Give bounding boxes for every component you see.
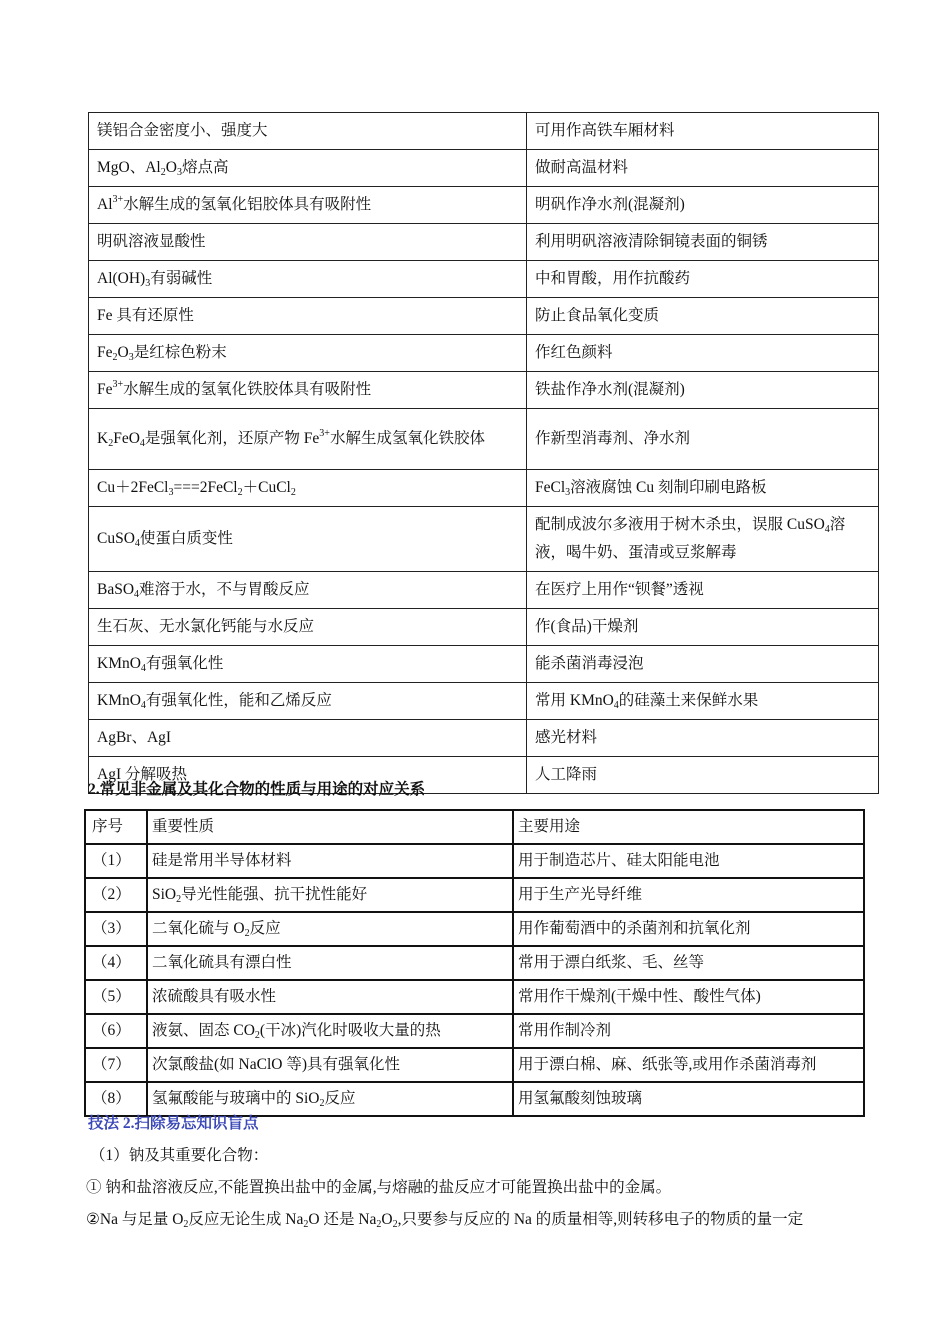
use-cell: 常用作干燥剂(干燥中性、酸性气体) (513, 980, 864, 1014)
use-cell: 作红色颜料 (527, 335, 879, 372)
table-row (89, 683, 879, 720)
use-cell: 能杀菌消毒浸泡 (527, 646, 879, 683)
property-cell: $Al^{3+}$水解生成的氢氧化铝胶体具有吸附性 (89, 187, 527, 224)
use-cell: 铁盐作净水剂(混凝剂) (527, 372, 879, 409)
property-cell: 二氧化硫与 $O_2$反应 (147, 912, 513, 946)
table-row (89, 113, 879, 150)
technique-title: 技法 2.扫除易忘知识盲点 (88, 1115, 259, 1132)
table-header-row (85, 810, 864, 844)
table-row (85, 912, 864, 946)
section-heading: 2.常见非金属及其化合物的性质与用途的对应关系 (88, 781, 426, 798)
use-cell: 在医疗上用作“钡餐”透视 (527, 572, 879, 609)
use-cell: 做耐高温材料 (527, 150, 879, 187)
paragraph: ②Na 与足量 $O_2$反应无论生成 $Na_2O$ 还是 $Na_2O_2$,只要参与反应的 Na 的质量相等,则转移电子的物质的量一定 (86, 1211, 804, 1230)
property-cell: $K_2FeO_4$是强氧化剂，还原产物 $Fe^{3+}$水解生成氢氧化铁胶体 (89, 409, 527, 470)
table-row (85, 946, 864, 980)
property-cell: AgBr、AgI (89, 720, 527, 757)
row-number: （1） (85, 844, 147, 878)
property-cell: 生石灰、无水氯化钙能与水反应 (89, 609, 527, 646)
use-cell: 用于漂白棉、麻、纸张等,或用作杀菌消毒剂 (513, 1048, 864, 1082)
table-row (89, 150, 879, 187)
table-row (89, 646, 879, 683)
row-number: （3） (85, 912, 147, 946)
use-cell: 防止食品氧化变质 (527, 298, 879, 335)
use-cell: 用氢氟酸刻蚀玻璃 (513, 1082, 864, 1116)
table-row (89, 298, 879, 335)
property-cell: 二氧化硫具有漂白性 (147, 946, 513, 980)
property-cell: Fe 具有还原性 (89, 298, 527, 335)
row-number: （4） (85, 946, 147, 980)
row-number: （8） (85, 1082, 147, 1116)
property-cell: 液氨、固态 $CO_2$(干冰)汽化时吸收大量的热 (147, 1014, 513, 1048)
use-cell: 利用明矾溶液清除铜镜表面的铜锈 (527, 224, 879, 261)
use-cell: 作(食品)干燥剂 (527, 609, 879, 646)
property-cell: 浓硫酸具有吸水性 (147, 980, 513, 1014)
table-row (85, 844, 864, 878)
row-number: （6） (85, 1014, 147, 1048)
table-row (85, 878, 864, 912)
use-cell: 用于制造芯片、硅太阳能电池 (513, 844, 864, 878)
property-cell: $Fe^{3+}$水解生成的氢氧化铁胶体具有吸附性 (89, 372, 527, 409)
property-cell: AgI 分解吸热 (89, 757, 527, 794)
use-cell: 可用作高铁车厢材料 (527, 113, 879, 150)
table-row (85, 1048, 864, 1082)
use-cell: 作新型消毒剂、净水剂 (527, 409, 879, 470)
use-cell: 用作葡萄酒中的杀菌剂和抗氧化剂 (513, 912, 864, 946)
table-row (89, 470, 879, 507)
property-cell: SiO$_2$导光性能强、抗干扰性能好 (147, 878, 513, 912)
table-row (85, 1014, 864, 1048)
paragraph: （1）钠及其重要化合物： (90, 1147, 269, 1164)
table-row (89, 372, 879, 409)
property-cell: Cu＋2FeCl$_3$===2FeCl$_2$＋CuCl$_2$ (89, 470, 527, 507)
use-cell: 配制成波尔多液用于树木杀虫，误服 CuSO$_4$溶液，喝牛奶、蛋清或豆浆解毒 (527, 507, 879, 572)
column-header: 主要用途 (513, 810, 864, 844)
table-row (89, 409, 879, 470)
row-number: （2） (85, 878, 147, 912)
table-row (89, 720, 879, 757)
property-cell: 明矾溶液显酸性 (89, 224, 527, 261)
use-cell: 人工降雨 (527, 757, 879, 794)
property-cell: 氢氟酸能与玻璃中的 SiO$_2$反应 (147, 1082, 513, 1116)
table-row (89, 187, 879, 224)
use-cell: 常用于漂白纸浆、毛、丝等 (513, 946, 864, 980)
table-row (89, 507, 879, 572)
table-row (89, 572, 879, 609)
property-cell: KMnO$_4$有强氧化性，能和乙烯反应 (89, 683, 527, 720)
property-cell: KMnO$_4$有强氧化性 (89, 646, 527, 683)
property-cell: 次氯酸盐(如 NaClO 等)具有强氧化性 (147, 1048, 513, 1082)
table-row (89, 609, 879, 646)
column-header: 重要性质 (147, 810, 513, 844)
table-row (85, 980, 864, 1014)
nonmetal-properties-table (84, 809, 865, 1117)
property-cell: BaSO$_4$难溶于水，不与胃酸反应 (89, 572, 527, 609)
use-cell: 常用 KMnO$_4$的硅藻土来保鲜水果 (527, 683, 879, 720)
property-cell: 镁铝合金密度小、强度大 (89, 113, 527, 150)
metal-properties-table (88, 112, 879, 794)
use-cell: 用于生产光导纤维 (513, 878, 864, 912)
table-row (89, 224, 879, 261)
table-row (89, 261, 879, 298)
property-cell: CuSO$_4$使蛋白质变性 (89, 507, 527, 572)
row-number: （7） (85, 1048, 147, 1082)
property-cell: $Fe_2O_3$是红棕色粉末 (89, 335, 527, 372)
property-cell: $Al(OH)_3$有弱碱性 (89, 261, 527, 298)
paragraph: ① 钠和盐溶液反应,不能置换出盐中的金属,与熔融的盐反应才可能置换出盐中的金属。 (86, 1179, 672, 1196)
use-cell: 常用作制冷剂 (513, 1014, 864, 1048)
use-cell: 中和胃酸，用作抗酸药 (527, 261, 879, 298)
use-cell: 感光材料 (527, 720, 879, 757)
use-cell: 明矾作净水剂(混凝剂) (527, 187, 879, 224)
row-number: （5） (85, 980, 147, 1014)
use-cell: FeCl$_3$溶液腐蚀 Cu 刻制印刷电路板 (527, 470, 879, 507)
table-row (89, 335, 879, 372)
property-cell: 硅是常用半导体材料 (147, 844, 513, 878)
table-row (85, 1082, 864, 1116)
property-cell: MgO、$Al_2O_3$熔点高 (89, 150, 527, 187)
column-header: 序号 (85, 810, 147, 844)
